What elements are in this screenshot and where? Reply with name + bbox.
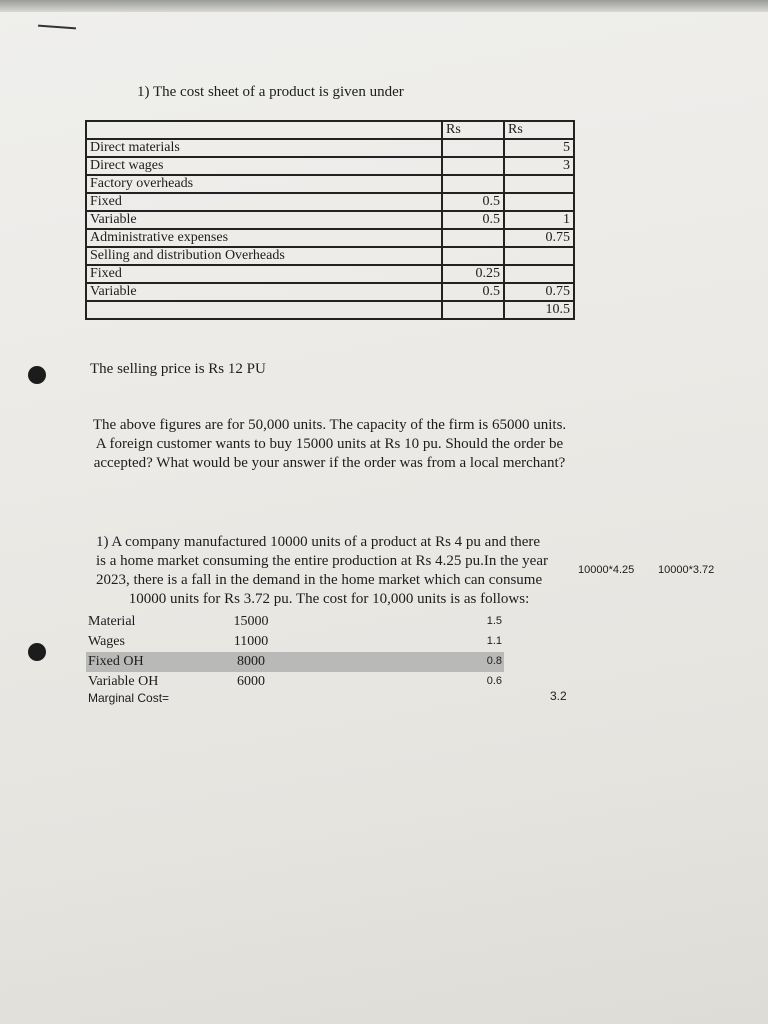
header-cell-rs: Rs	[504, 121, 574, 139]
cost-label: Material	[88, 614, 136, 629]
table-row	[86, 301, 574, 319]
question-2-paragraph	[96, 533, 562, 609]
formula-reduced-price: 10000*3.72	[658, 564, 715, 576]
row-label: Variable	[86, 283, 442, 301]
cost-per-unit: 0.6	[486, 675, 502, 687]
punch-hole	[28, 366, 46, 384]
cost-amount: 11000	[233, 634, 269, 649]
cost-row	[86, 652, 504, 672]
row-label: Fixed	[86, 265, 442, 283]
cost-per-unit: 1.1	[486, 635, 502, 647]
table-row	[86, 265, 574, 283]
row-rs-2	[504, 265, 574, 283]
question-1-paragraph: The above figures are for 50,000 units. The capacity of the firm is 65000 units. A foreign customer wants to buy 15000 units at Rs 10 pu. Should the order be accepted? What would be your answer if the order was from a local merchant?	[92, 417, 567, 471]
cost-per-unit: 1.5	[486, 615, 502, 627]
cost-label: Fixed OH	[88, 654, 144, 669]
row-rs-1: 0.25	[442, 265, 504, 283]
table-row	[86, 139, 574, 157]
row-label: Factory overheads	[86, 175, 442, 193]
header-cell	[86, 121, 442, 139]
row-rs-1	[442, 301, 504, 319]
cost-label: Wages	[88, 634, 125, 649]
formula-home-market: 10000*4.25	[578, 564, 635, 576]
header-cell-rs: Rs	[442, 121, 504, 139]
cost-row	[86, 632, 504, 652]
row-rs-1	[442, 157, 504, 175]
row-label: Variable	[86, 211, 442, 229]
row-rs-1: 0.5	[442, 283, 504, 301]
row-rs-2: 5	[504, 139, 574, 157]
row-rs-2: 0.75	[504, 283, 574, 301]
question-2-line: 10000 units for Rs 3.72 pu. The cost for 10,000 units is as follows:	[128, 591, 530, 607]
table-row	[86, 229, 574, 247]
row-rs-1	[442, 229, 504, 247]
marginal-cost-label: Marginal Cost=	[88, 691, 170, 705]
table-header-row	[86, 121, 574, 139]
table-row	[86, 211, 574, 229]
row-label: Fixed	[86, 193, 442, 211]
cost-breakdown	[86, 612, 504, 692]
cost-per-unit: 0.8	[486, 655, 502, 667]
row-rs-2	[504, 247, 574, 265]
selling-price-text: The selling price is Rs 12 PU	[90, 361, 266, 377]
row-label: Administrative expenses	[86, 229, 442, 247]
table-row	[86, 247, 574, 265]
table-row	[86, 193, 574, 211]
row-rs-2: 1	[504, 211, 574, 229]
table-row	[86, 283, 574, 301]
row-rs-1	[442, 247, 504, 265]
row-rs-2: 0.75	[504, 229, 574, 247]
cost-sheet-table	[85, 120, 575, 320]
cost-amount: 8000	[237, 654, 265, 669]
row-label	[86, 301, 442, 319]
cost-amount: 15000	[233, 614, 269, 629]
cost-row	[86, 672, 504, 692]
row-label: Direct wages	[86, 157, 442, 175]
punch-hole	[28, 643, 46, 661]
cost-row	[86, 612, 504, 632]
cost-label: Variable OH	[88, 674, 159, 689]
table-row	[86, 157, 574, 175]
row-rs-2: 10.5	[504, 301, 574, 319]
table-row	[86, 175, 574, 193]
row-rs-1: 0.5	[442, 211, 504, 229]
cost-amount: 6000	[237, 674, 265, 689]
row-rs-2	[504, 175, 574, 193]
question-2-line: is a home market consuming the entire production at Rs 4.25 pu.In the year	[96, 553, 548, 569]
question-2-line: 2023, there is a fall in the demand in the home market which can consume	[96, 572, 543, 588]
pen-mark	[38, 25, 76, 30]
question-2-line: 1) A company manufactured 10000 units of a product at Rs 4 pu and there	[96, 534, 541, 550]
row-label: Direct materials	[86, 139, 442, 157]
row-label: Selling and distribution Overheads	[86, 247, 442, 265]
row-rs-1	[442, 139, 504, 157]
row-rs-1: 0.5	[442, 193, 504, 211]
marginal-cost-value: 3.2	[550, 689, 567, 703]
row-rs-2	[504, 193, 574, 211]
row-rs-2: 3	[504, 157, 574, 175]
top-edge-shadow	[0, 0, 768, 12]
row-rs-1	[442, 175, 504, 193]
question-1-heading: 1) The cost sheet of a product is given under	[137, 84, 404, 100]
